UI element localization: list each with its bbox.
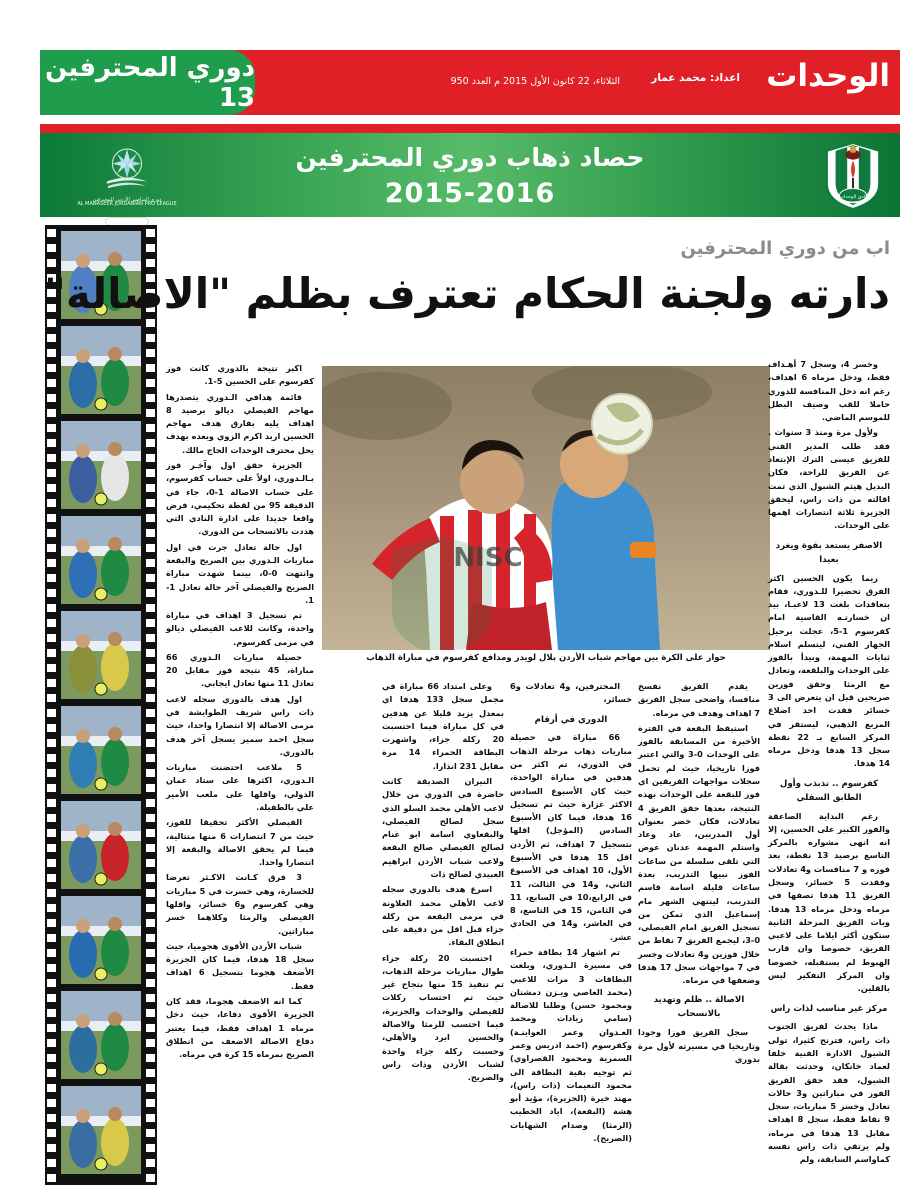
section-banner: [40, 133, 900, 225]
column-paragraph: وﻷول مرة ومنذ 3 سنوات . فقد طلب المدير الفني للفريق عيسى الترك الإبتعاد عن الفريق للراحة، فكان البديل هيثم الشبول الذي تمت اقالته من ذات راس، ليحقق الجزيرة ثلاثة انتصارات اهمها على الوحدات.: [768, 427, 890, 531]
article-headline: دارته ولجنة الحكام تعترف بظلم "الاصالة": [44, 269, 890, 318]
photo-frame-8: [61, 896, 141, 984]
column-paragraph: قائمة هدافي الـدوري يتصدرها مهاجم الفيصلي ديالو برصيد 8 اهداف يليه بفارق هدف مهاجم الحسين اربد اكرم الزوي وبعده بهدف يحل محترف الوحدات الحاج مالك.: [166, 391, 314, 455]
svg-text:نادي الوحدات: نادي الوحدات: [839, 195, 867, 201]
filmstrip-perforations-left: [47, 225, 56, 1185]
byline: اعداد: محمد عمار: [651, 72, 740, 84]
column-paragraph: وخسر 4، وسجل 7 أهـداف فقط، ودخل مرماه 6 اهداف، رغم انه دخل المنافسة للدوري حاملا للقب وصيف البطل للموسم الماضي.: [768, 359, 890, 423]
column-paragraph: احتسبت 20 ركلة جزاء طوال مباريات مرحلة الذهاب، تم تنفيذ 15 منها بنجاح غير حيث تم احتساب ركلات للفيصلي والوحدات والجزيرة، فيما احتسب للرمثا والاصالة والحسين ابرد والأهلي، وحسبت ركلة جزاء واحدة لشباب الأردن وذات راس والصريح.: [382, 952, 505, 1083]
column-paragraph: شباب الأردن الأقوى هجوميا، حيث سجل 18 هدفا، فيما كان الجزيرة الأضعف هجوما بتسجيل 6 اهداف فقط.: [166, 940, 314, 991]
league-logo-season: 2015-2016: [105, 217, 150, 226]
text-column-left: [166, 362, 314, 1063]
column-paragraph: اول حالة تعادل جرت في اول مباريات الـدوري بين الصريح والبقعة وانتهت 0-0، بينما شهدت مباراة الصريح والفيصلي آخر حالة تعادل 1-1.: [166, 541, 314, 605]
filmstrip-perforations-right: [146, 225, 155, 1185]
club-crest-icon: [824, 141, 882, 211]
photo-frame-4: [61, 516, 141, 604]
photo-caption: حوار على الكرة بين مهاجم شباب الأردن بلال لويدر ومدافع كفرسوم في مباراة الذهاب: [366, 653, 726, 663]
column-paragraph: اكبر نتيجة بالدوري كانت فوز كفرسوم على الحسين 5-1.: [166, 363, 314, 387]
column-subheading: مركز غير مناسب لذات راس: [770, 1003, 888, 1014]
photo-frame-2: [61, 326, 141, 414]
column-paragraph: كما انه الاضعف هجوما، فقد كان الجزيرة الأقوى دفاعا، حيث دخل مرماه 1 اهداف فقط، فيما يعتبر دفاع الاصالة الاضعف من انطلاق الصريح بمرماه 15 كرة في مرماه.: [166, 995, 314, 1060]
banner-season: 2015-2016: [384, 178, 556, 209]
issue-date: الثلاثاء، 22 كانون الأول 2015 م العدد 950: [450, 76, 620, 87]
publication-title: الوحدات: [766, 58, 890, 94]
column-paragraph: النيران الصديقة كانت حاضرة في الدوري من خلال لاعب الأهلي محمد السلو الذي سجل لصالح الفيصلي، والبقعاوي اسامة ابو غنام لصالح الفيصلي صالح البقعة ولاعب شباب الأردن ابراهيم العبيدي لصالح ذات: [382, 775, 504, 879]
column-paragraph: 66 مباراة في حصيلة مباريات ذهاب مرحلة الذهاب في الدوري، تم اكثر من هدفين في مباراة الواحدة، حيث كان الأسبوع السادس الاكثر غزارة حيث تم تسجيل 16 هدفا، فيما كان الأسبوع السادس (المؤجل) اقلها بتسجيل 7 اهداف، ثم الأردن اقل 15 هدفا في الأسبوع الأول، 10 اهداف في الأسبوع الثاني، و14 في الثالث، 11 في الرابع،10 في السابع، 11 في الثامن، 15 في التاسع، 8 في العاشر، و14 في الحادي عشر.: [510, 732, 633, 942]
photo-frame-10: [61, 1086, 141, 1174]
column-paragraph: اسرع هدف بالدوري سجله لاعب الأهلي محمد العلاونة في مرمى البقعة من ركلة جزاء قبل اقل من دقيقة على انطلاق البقاء.: [382, 884, 504, 948]
column-paragraph: استيقظ البقعة في الفترة الأخيرة من المسابقة بالفوز على الوحدات 0-3 والتي اعتبر فوزا تاريخيا، حيث لم تحمل سجلات مواجهات الفريقين اي فوز للبقعة على الوحدات بهذه النتيجة، بعدها حقق الفريق 4 تعادلات، فكان خضر بعنوان أول المدربين، عاد وعاد واستلم المهمة عدنان عوض التي تلقى سلسلة من ساعات الفوز نبيها التدريب، بعدة ساعات قليلة اسامة قاسم التدريب، لينتهي الشهر مام إسماعيل الذي تمكن من تسجيل الفريق امام الفيصلي، 0-3، ليجمع الفريق 7 نقاط من خلال فوزين و4 تعادلات وخسر في 7 مواجهات سجل 17 هدفا وضعفها في مرماه.: [638, 722, 761, 986]
divider-rule: [40, 124, 900, 133]
league-logo-text: دوري المناصير الأردني للمحترفين: [92, 197, 162, 203]
column-paragraph: يقدم الفريق نفسخ منافسا، واضحى سجل الفريق 7 اهداف وهدف في مرماه.: [638, 681, 760, 718]
main-article-photo: [322, 366, 770, 650]
column-paragraph: ربما يكون الحسين اكثر الفرق تحضيرا للـدوري، فقام بتعاقدات بلغت 13 لاعبـا، بيد ان خسارتـه القاسية امام كفرسوم 1-5، عجلت برحيل الجهاز الفني، ليتسلم اسلام ثبايات المهمة، وبيدأ بالفوز على الوحدات والبلقعة، وتعادل مع الرمثا وحقق فوزين صريحين قبل ان يتعرض الى 3 خسائر فقدت احد اضلاع المربع الذهبي، ليستقر في المركز السابع بـ 22 نقطة سجل 13 هدفا ودخل مرماه 14 هدفا.: [768, 572, 890, 769]
league-round-badge-label: دوري المحترفين 13: [44, 52, 255, 113]
column-subheading: الاصالة .. ظلم وتهديد بالانسحاب: [653, 995, 745, 1020]
photo-frame-7: [61, 801, 141, 889]
text-column-right: [768, 358, 890, 1169]
column-subheading: الاصفر يستعد بقوة ويغرد بعيدا: [775, 540, 883, 565]
text-column-mid-a: [382, 680, 504, 1086]
banner-title: حصاد ذهاب دوري المحترفين: [295, 143, 645, 172]
photo-frame-9: [61, 991, 141, 1079]
league-logo-subtext: AL MANASEER JORDANIAN PRO LEAGUE: [77, 201, 177, 208]
photo-frame-6: [61, 706, 141, 794]
column-paragraph: ماذا يحدث لفريق الجنوب ذات راس، فترنح كثيرا، تولى الشبول الادارة الفنية خلفا لعماد خانكان، وحدثت بقالة الشبول، فقد حقق الفريق الفوز في مباراتين و3 حالات تعادل وخسر 5 مباريات، سجل 9 نقاط فقط، سجل 8 اهداف مقابل 13 هدفا في مرماه، ولم يرتقي ذات راس نفسه كماواسم السابقة، ولم: [768, 1021, 890, 1165]
column-paragraph: سجل الفريق فوزا وجودا وتاريخيا في مسيرته لأول مرة بدوري: [638, 1027, 760, 1064]
main-photo-illustration: [322, 366, 770, 650]
column-paragraph: المحترفين، و4 تعادلات و6 خسائر،: [510, 681, 632, 705]
column-paragraph: تم اشهار 14 بطاقة حمراء في مسيرة الـدوري، وبلغت البطاقات 3 مرات للاعبي (محمد العاصي ويـزن دمشنان ومحمود حسن) وطلبا للاصالة (سامي زيادات ومحمد العـدوان وعمر العواينـة) وكفرسوم (احمد ادريس وعمر السمرية ومحمود القصراوي) ثم توجيه بقية البطاقة الى محمود النعيمات (ذات راس)، مهند خيرة (الجزيرة)، مؤيد أبو هشة (البقعة)، اياد الخطيب (الرمثا) وصدام الشهابات (الصريح).: [510, 946, 632, 1143]
column-paragraph: رغم البداية الصاعقة والفوز الكبير على الحسين، إلا انه انهى مشواره بالمركز التاسع برصيد 13 نقطة، بعد فوزه و 7 منافسات و4 تعادلات وفقدت 5 خسائر، وسجل الفريق 11 هدفا تصفها في مرماه ودخل مرماه 13 هدفا. وبات الفريق المرحلة الثانية ستكون أكثر ايلاما على لاعبي الفريق، خصوصا وان قارب الهبوط لم يستقبله، خصوصا وان المركز التفكير ليس بالقلين.: [768, 810, 890, 994]
photo-frame-3: [61, 421, 141, 509]
column-paragraph: اول هدف بالدوري سجله لاعب ذات راس شريف الطوايشة في مرمى الاصالة إلا انتصارا واحدا، حيث سجل احمد سمير يسجل آخر هدف بالدوري.: [166, 693, 314, 757]
column-subheading: كفرسوم .. تذبذب وأول الطابق السفلي: [779, 778, 879, 803]
column-paragraph: 3 فرق كـانت الاكـثر تعرضا للخسارة، وهي خسرت في 5 مباريات وهي كفرسوم و6 خسائر، واقلها الفيصلي والرمثا وكلاهما خسر مباراتين.: [166, 872, 314, 936]
column-paragraph: 5 ملاعب احتضنت مباريات الـدوري، اكثرها على ستاد عمان الدولي، واقلها على ملعب الأمير علي بالطفيلة.: [166, 762, 314, 812]
column-paragraph: الفيصلي الأكثر تحقيقا للفوز، حيث من 7 انتصارات 6 منها متتالية، فيما لم يحقق الاصالة والبقعة إلا انتصارا واحدا.: [166, 817, 314, 868]
photo-frame-5: [61, 611, 141, 699]
article-kicker: اب من دوري المحترفين: [680, 238, 890, 259]
photo-filmstrip: [45, 225, 157, 1185]
masthead: [40, 50, 900, 115]
column-paragraph: الجزيرة حقق اول وآخـر فوز بـالـدوري، اولاً على حساب كفرسوم، على حساب الاصالة 1-0، جاء في الدقيقة 95 من لقطة تحكيمي، فرض واقعا جديدا على ادارة النادي التي هددت بالانسحاب من الدوري.: [166, 459, 314, 537]
column-paragraph: تم تسجيل 3 اهداف في مباراة واحدة، وكانت للاعب الفيصلي ديالو في مرمى كفرسوم.: [166, 610, 314, 647]
column-paragraph: حصيلة مباريات الـدوري 66 مباراة، 45 نتيجة فوز مقابل 20 تعادل 11 منها تعادل ايجابي.: [166, 651, 314, 689]
league-round-badge: [40, 50, 255, 115]
svg-text:NISC: NISC: [453, 543, 523, 573]
column-subheading: الدوري في أرقام: [534, 714, 608, 725]
text-column-mid-c: [638, 680, 760, 1068]
column-paragraph: وعلى امتداد 66 مباراة في مجمل سجل 133 هدفا اي بمعدل يزيد قليلا عن هدفين في كل مباراة فيما احتسبت 20 ركلة جزاء، واشهرت البطاقة الحمراء 14 مرة مقابل 231 انذارا.: [382, 681, 504, 771]
text-column-mid-b: [510, 680, 632, 1147]
